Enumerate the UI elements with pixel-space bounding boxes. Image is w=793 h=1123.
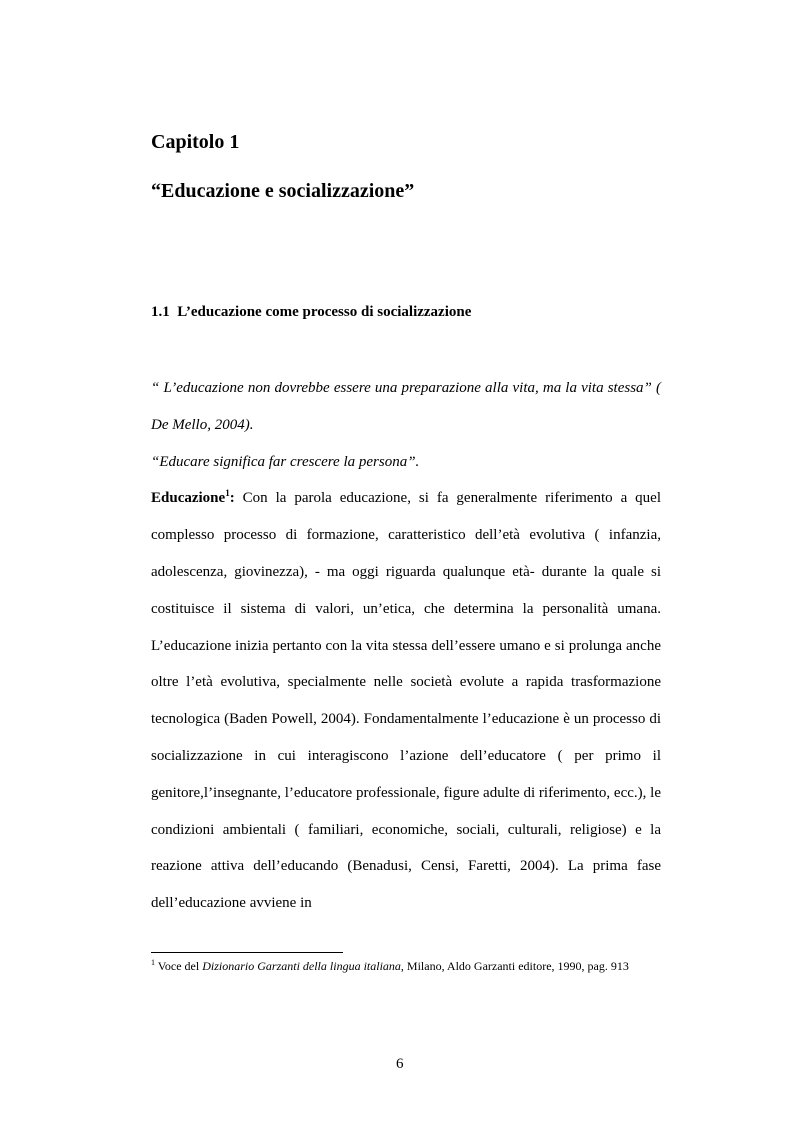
term-educazione: [151, 490, 235, 506]
paragraph-text: Con la parola educazione, si fa generalmente riferimento a quel complesso processo di formazione, caratteristico dell’età evolutiva ( infanzia, adolescenza, giovinezza), - ma oggi riguarda qualunque età- durante la quale si costituisce il sistema di valori, un’etica, che determina la personalità umana. L’educazione inizia pertanto con la vita stessa dell’essere umano e si prolunga anche oltre l’età evolutiva, specialmente nelle società evolute a rapida trasformazione tecnologica (Baden Powell, 2004). Fondamentalmente l’educazione è un processo di socializzazione in cui interagiscono l’azione dell’educatore ( per primo il genitore,l’insegnante, l’educatore professionale, figure adulte di riferimento, ecc.), le condizioni ambientali ( familiari, economiche, sociali, culturali, religiose) e la reazione attiva dell’educando (Benadusi, Censi, Faretti, 2004). La prima fase dell’educazione avviene in: [151, 490, 661, 912]
section-title: L’educazione come processo di socializzazione: [177, 304, 472, 320]
chapter-label: Capitolo 1: [151, 131, 240, 153]
section-heading: [151, 304, 471, 321]
page-number: 6: [396, 1056, 404, 1072]
footnote-prefix: Voce del: [155, 959, 203, 973]
footnote-reference[interactable]: 1: [225, 488, 230, 499]
footnote: [151, 958, 661, 974]
chapter-title: “Educazione e socializzazione”: [151, 180, 415, 202]
term-colon: :: [229, 490, 235, 507]
footnote-number: 1: [151, 958, 155, 967]
term-label: Educazione: [151, 490, 226, 507]
paragraph-educazione: [151, 480, 661, 922]
footnote-work-title: Dizionario Garzanti della lingua italiana: [202, 959, 401, 973]
footnote-suffix: , Milano, Aldo Garzanti editore, 1990, pag. 913: [400, 959, 629, 973]
body-text: [151, 370, 661, 922]
footnote-separator: [151, 952, 343, 953]
section-number: 1.1: [151, 304, 170, 320]
quote-de-mello: “ L’educazione non dovrebbe essere una preparazione alla vita, ma la vita stessa” ( De Mello, 2004).: [151, 380, 661, 433]
quote-educare: “Educare significa far crescere la persona”.: [151, 453, 420, 470]
